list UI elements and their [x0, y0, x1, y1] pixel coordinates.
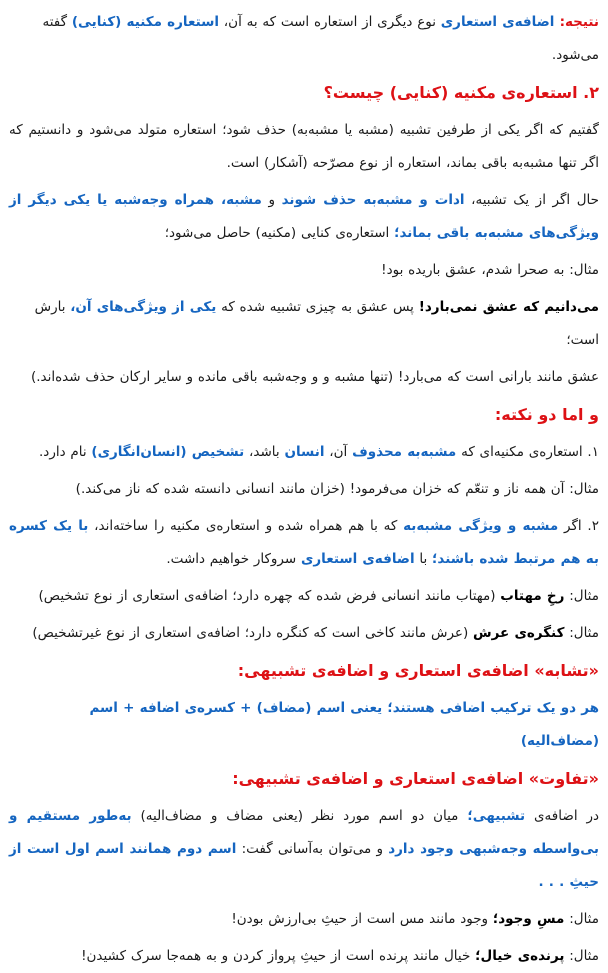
paragraph: [9, 184, 599, 250]
paragraph: [9, 940, 599, 973]
text-segment: گفته می‌شود.: [42, 14, 599, 63]
text-segment: مثال: به صحرا شدم، عشق باریده بود!: [381, 262, 599, 278]
text-segment: ۲. استعاره‌ی مکنیه (کنایی) چیست؟: [323, 83, 599, 102]
text-segment: به‌طور مستقیم و بی‌واسطه وجه‌شبهی وجود دارد: [9, 808, 599, 857]
paragraph: [9, 6, 599, 72]
section-heading: [9, 762, 599, 796]
paragraph: [9, 114, 599, 180]
text-segment: پس عشق به چیزی تشبیه شده که: [216, 299, 419, 315]
text-segment: انسان: [284, 444, 325, 460]
text-segment: مشبه و ویژگی مشبه‌به: [403, 518, 559, 534]
section-heading: [9, 654, 599, 688]
text-segment: با: [414, 551, 433, 567]
text-segment: مثال:: [564, 948, 599, 964]
paragraph: [9, 254, 599, 287]
text-segment: آن،: [324, 444, 353, 460]
text-segment: مثال:: [564, 625, 599, 641]
text-segment: استعاره‌ی کنایی (مکنیه) حاصل می‌شود؛: [164, 225, 395, 241]
text-segment: باشد،: [244, 444, 285, 460]
paragraph: [9, 473, 599, 506]
text-segment: اسم دوم همانند اسم اول است از حیثِ . . .: [9, 841, 599, 890]
paragraph: [9, 361, 599, 394]
text-segment: مسِ وجود؛: [492, 911, 565, 927]
text-segment: وجود مانند مس است از حیثِ بی‌ارزش بودن!: [231, 911, 493, 927]
text-segment: رخِ مهتاب: [500, 588, 565, 604]
text-segment: اضافه‌ی استعاری: [300, 551, 415, 567]
text-segment: و می‌توان به‌آسانی گفت:: [236, 841, 389, 857]
text-segment: هر دو یک ترکیب اضافی هستند؛ یعنی اسم (مضاف) + کسره‌ی اضافه + اسم (مضاف‌الیه): [89, 700, 599, 749]
text-segment: و اما دو نکته:: [494, 405, 599, 424]
text-segment: که با هم همراه شده و استعاره‌ی مکنیه را ساخته‌اند،: [88, 518, 404, 534]
text-segment: گفتیم که اگر یکی از طرفین تشبیه (مشبه یا مشبه‌به) حذف شود؛ استعاره متولد می‌شود و دانستیم که اگر تنها مشبه‌به باقی بماند، استعاره از نوع مصرّحه (آشکار) است.: [9, 122, 599, 171]
text-segment: اضافه‌ی استعاری: [440, 14, 555, 30]
text-segment: و: [261, 192, 282, 208]
paragraph: [9, 436, 599, 469]
text-segment: میان دو اسم مورد نظر (یعنی مضاف و مضاف‌الیه): [131, 808, 468, 824]
text-segment: نتیجه:: [554, 14, 599, 30]
text-segment: نوع دیگری از استعاره است که به آن،: [219, 14, 441, 30]
section-heading: [9, 76, 599, 110]
text-segment: تشبیهی؛: [467, 808, 526, 824]
text-segment: ادات و مشبه‌به حذف شوند: [281, 192, 465, 208]
paragraph: [9, 692, 599, 758]
text-segment: مشبه‌به محذوف: [352, 444, 457, 460]
text-segment: خیال مانند پرنده است از حیثِ پرواز کردن و به همه‌جا سرک کشیدن!: [81, 948, 476, 964]
text-segment: تشخیص (انسان‌انگاری): [91, 444, 245, 460]
text-segment: (عرش مانند کاخی است که کنگره دارد؛ اضافه‌ی استعاری از نوع غیرتشخیص): [32, 625, 474, 641]
text-segment: ۱. استعاره‌ی مکنیه‌ای که: [456, 444, 599, 460]
text-segment: می‌دانیم که عشق نمی‌بارد!: [418, 299, 599, 315]
text-segment: مثال: آن همه ناز و تنعّم که خزان می‌فرمود! (خزان مانند انسانی دانسته شده که ناز می‌کند.): [75, 481, 599, 497]
text-segment: مشبه، همراه وجه‌شبه یا یکی دیگر از ویژگی‌های مشبه‌به باقی بماند؛: [9, 192, 599, 241]
text-segment: در اضافه‌ی: [525, 808, 599, 824]
text-segment: استعاره مکنیه (کنایی): [71, 14, 220, 30]
text-segment: عشق مانند بارانی است که می‌بارد! (تنها مشبه و و وجه‌شبه باقی مانده و سایر ارکان حذف شده‌اند.): [30, 369, 599, 385]
text-segment: مثال:: [564, 911, 599, 927]
text-segment: پرنده‌ی خیال؛: [475, 948, 565, 964]
text-segment: نام دارد.: [39, 444, 92, 460]
text-segment: بارش است؛: [34, 299, 599, 348]
text-segment: مثال:: [564, 588, 599, 604]
text-segment: «تشابه» اضافه‌ی استعاری و اضافه‌ی تشبیهی:: [237, 661, 599, 680]
section-heading: [9, 398, 599, 432]
text-segment: حال اگر از یک تشبیه،: [464, 192, 600, 208]
paragraph: [9, 291, 599, 357]
text-segment: سروکار خواهیم داشت.: [166, 551, 301, 567]
text-segment: کنگره‌ی عرش: [473, 625, 565, 641]
paragraph: [9, 903, 599, 936]
text-segment: یکی از ویژگی‌های آن،: [70, 299, 217, 315]
paragraph: [9, 580, 599, 613]
paragraph: [9, 617, 599, 650]
text-segment: با یک کسره به هم مرتبط شده باشند؛: [9, 518, 599, 567]
paragraph: [9, 800, 599, 899]
text-segment: «تفاوت» اضافه‌ی استعاری و اضافه‌ی تشبیهی:: [232, 769, 599, 788]
paragraph: [9, 510, 599, 576]
text-segment: (مهتاب مانند انسانی فرض شده که چهره دارد؛ اضافه‌ی استعاری از نوع تشخیص): [38, 588, 501, 604]
text-segment: ۲. اگر: [558, 518, 599, 534]
